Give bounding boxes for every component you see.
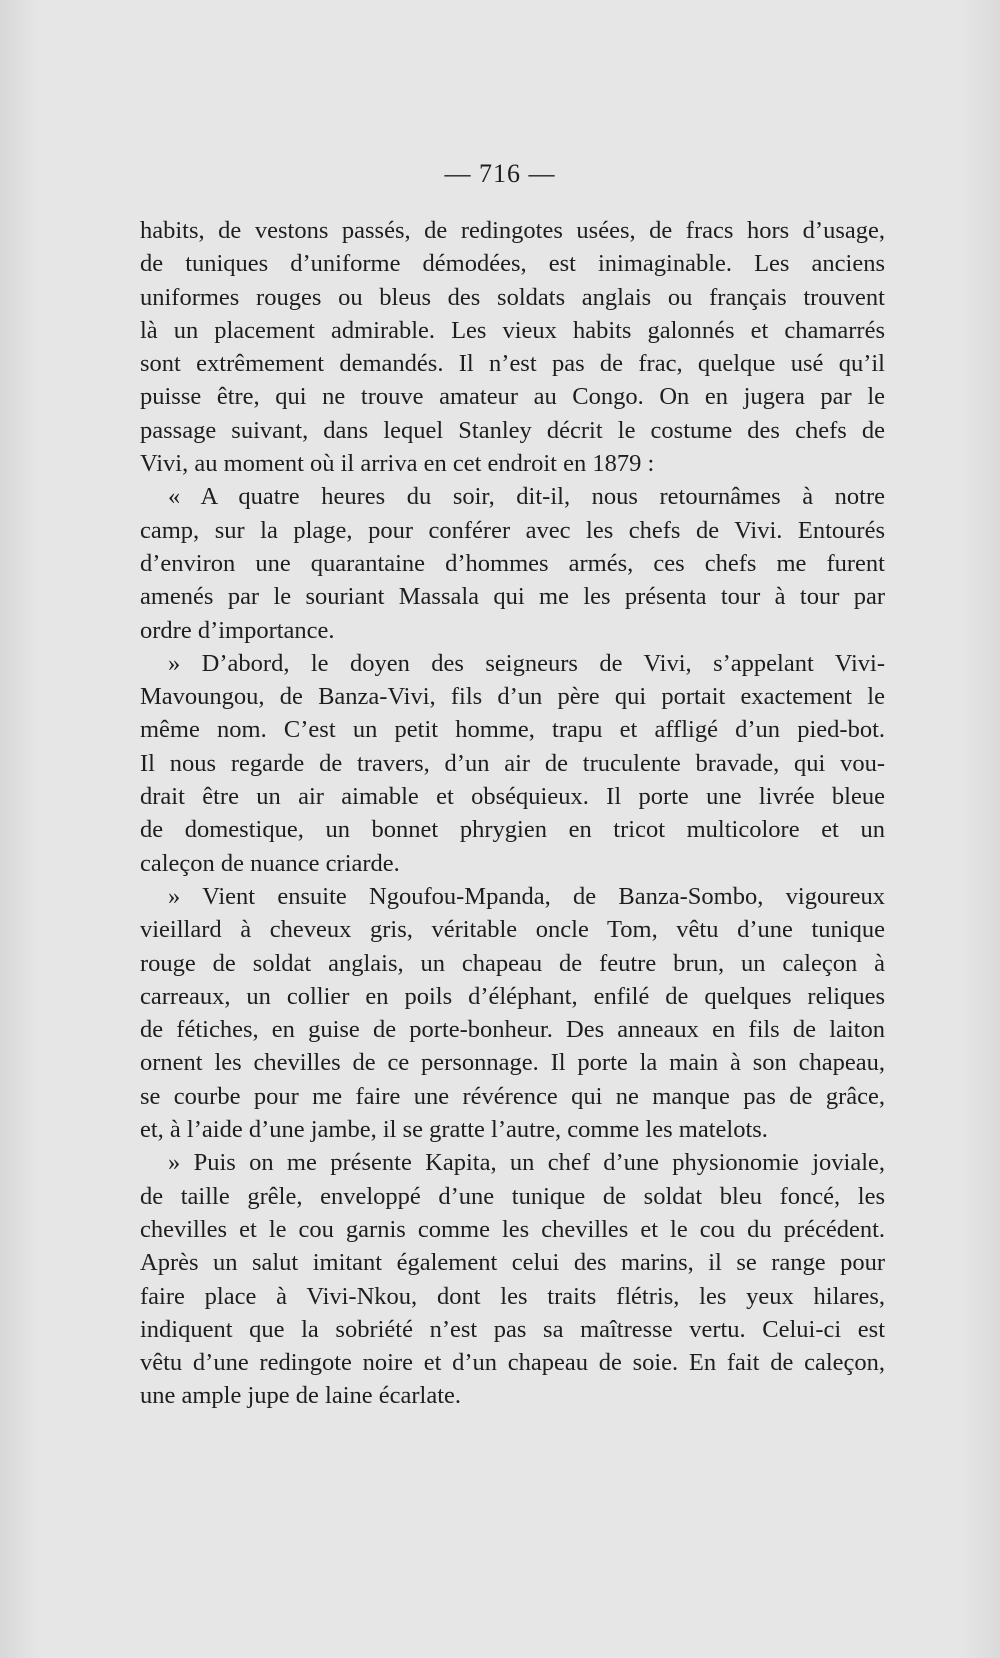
text-line: passage suivant, dans lequel Stanley décrit le costume des chefs de bbox=[140, 416, 885, 444]
text-line: vieillard à cheveux gris, véritable oncle Tom, vêtu d’une tunique bbox=[140, 916, 885, 944]
page-number: — 716 — bbox=[444, 159, 556, 188]
text-line: vêtu d’une redingote noire et d’un chapeau de soie. En fait de caleçon, bbox=[140, 1349, 885, 1377]
body-text bbox=[140, 214, 885, 1413]
text-line: Il nous regarde de travers, d’un air de truculente bravade, qui vou- bbox=[140, 749, 885, 777]
text-line: de taille grêle, enveloppé d’une tunique de soldat bleu foncé, les bbox=[140, 1182, 885, 1210]
text-line: amenés par le souriant Massala qui me les présenta tour à tour par bbox=[140, 583, 885, 611]
text-line: Mavoungou, de Banza-Vivi, fils d’un père qui portait exactement le bbox=[140, 683, 885, 711]
text-line: » Puis on me présente Kapita, un chef d’une physionomie joviale, bbox=[168, 1149, 885, 1177]
text-line: ordre d’importance. bbox=[140, 616, 335, 644]
text-line: faire place à Vivi-Nkou, dont les traits flétris, les yeux hilares, bbox=[140, 1282, 885, 1310]
text-line: camp, sur la plage, pour conférer avec les chefs de Vivi. Entourés bbox=[140, 516, 885, 544]
text-line: et, à l’aide d’une jambe, il se gratte l’autre, comme les matelots. bbox=[140, 1116, 768, 1144]
text-line: uniformes rouges ou bleus des soldats anglais ou français trouvent bbox=[140, 283, 885, 311]
text-line: » D’abord, le doyen des seigneurs de Vivi, s’appelant Vivi- bbox=[168, 649, 885, 677]
text-line: de tuniques d’uniforme démodées, est inimaginable. Les anciens bbox=[140, 250, 885, 278]
text-line: puisse être, qui ne trouve amateur au Congo. On en jugera par le bbox=[140, 383, 885, 411]
text-line: habits, de vestons passés, de redingotes usées, de fracs hors d’usage, bbox=[140, 217, 885, 244]
text-line: de domestique, un bonnet phrygien en tricot multicolore et un bbox=[140, 816, 885, 844]
text-line: carreaux, un collier en poils d’éléphant, enfilé de quelques reliques bbox=[140, 982, 885, 1010]
text-line: ornent les chevilles de ce personnage. Il porte la main à son chapeau, bbox=[140, 1049, 885, 1077]
text-line: caleçon de nuance criarde. bbox=[140, 849, 400, 877]
text-line: « A quatre heures du soir, dit-il, nous retournâmes à notre bbox=[168, 483, 885, 511]
text-line: chevilles et le cou garnis comme les chevilles et le cou du précédent. bbox=[140, 1215, 885, 1243]
text-line: indiquent que la sobriété n’est pas sa maîtresse vertu. Celui-ci est bbox=[140, 1315, 885, 1343]
text-line: d’environ une quarantaine d’hommes armés, ces chefs me furent bbox=[140, 549, 885, 577]
text-line: là un placement admirable. Les vieux habits galonnés et chamarrés bbox=[140, 316, 885, 344]
text-line: sont extrêmement demandés. Il n’est pas de frac, quelque usé qu’il bbox=[140, 350, 885, 378]
text-line: Vivi, au moment où il arriva en cet endroit en 1879 : bbox=[140, 450, 655, 478]
text-line: rouge de soldat anglais, un chapeau de feutre brun, un caleçon à bbox=[140, 949, 885, 977]
text-line: Après un salut imitant également celui des marins, il se range pour bbox=[140, 1249, 885, 1277]
text-line: de fétiches, en guise de porte-bonheur. Des anneaux en fils de laiton bbox=[140, 1016, 885, 1044]
text-line: se courbe pour me faire une révérence qui ne manque pas de grâce, bbox=[140, 1082, 885, 1110]
text-line: » Vient ensuite Ngoufou-Mpanda, de Banza-Sombo, vigoureux bbox=[168, 882, 885, 910]
text-line: même nom. C’est un petit homme, trapu et affligé d’un pied-bot. bbox=[140, 716, 885, 744]
text-line: drait être un air aimable et obséquieux. Il porte une livrée bleue bbox=[140, 783, 885, 811]
text-line: une ample jupe de laine écarlate. bbox=[140, 1382, 462, 1410]
